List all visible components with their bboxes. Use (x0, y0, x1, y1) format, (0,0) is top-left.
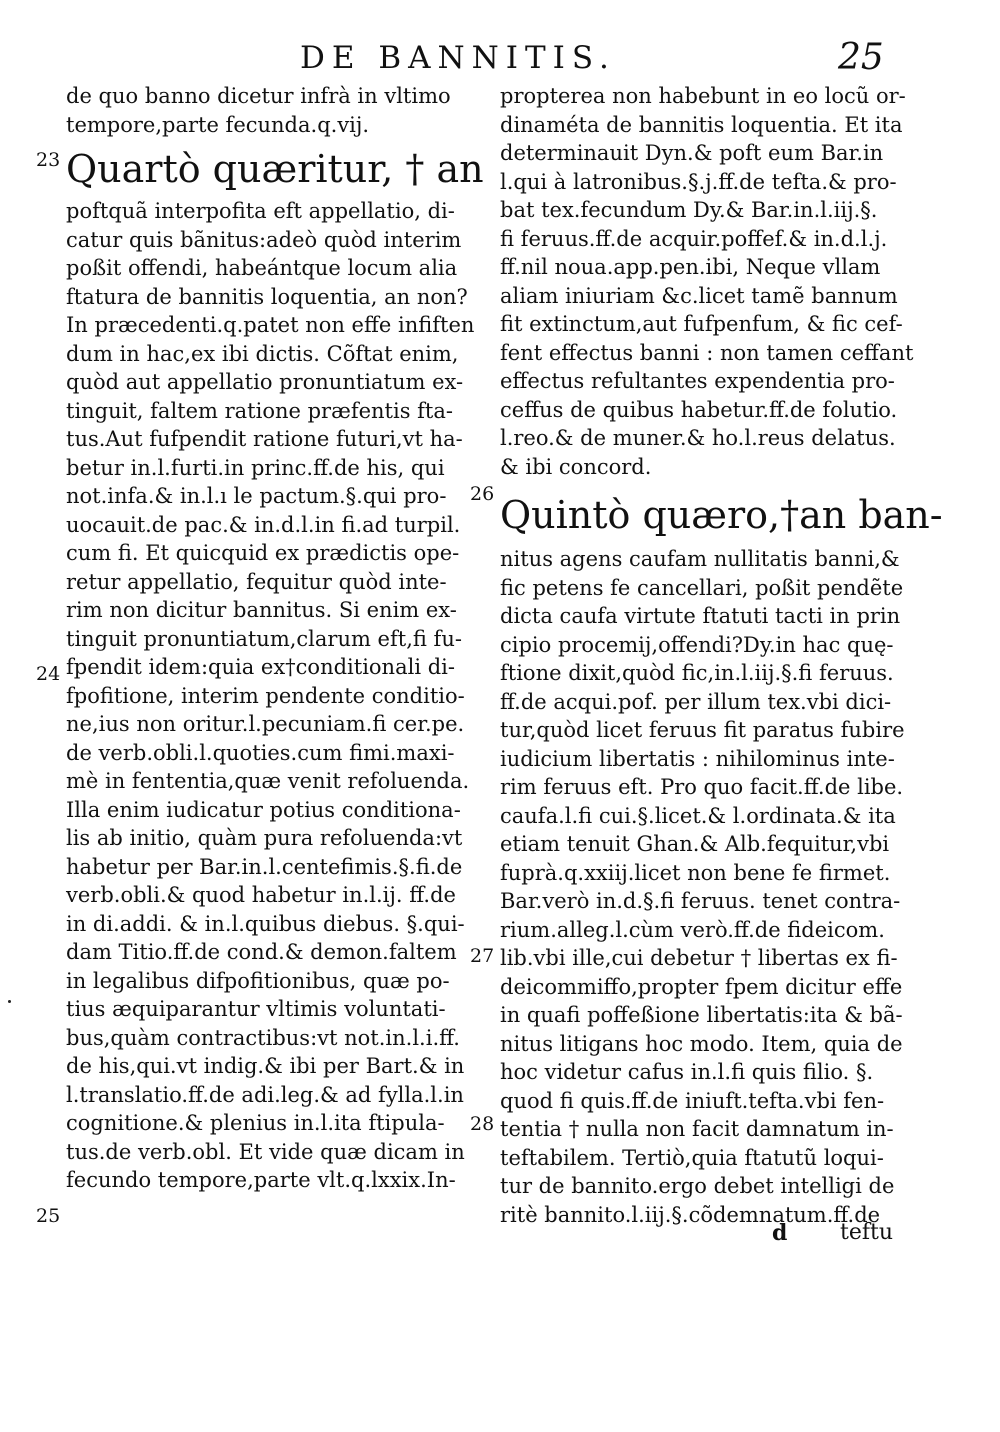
text-line: cognitione.& plenius in.l.ita ftipula- (66, 1111, 445, 1135)
text-line: nitus agens caufam nullitatis banni,& (500, 547, 900, 571)
text-line: fit extinctum,aut fufpenfum, & fic cef- (500, 312, 903, 336)
text-line: ritè bannito.l.iij.§.cõdemnatum.ff.de (500, 1202, 881, 1227)
text-line: fpofitione, interim pendente conditio- (66, 683, 465, 708)
text-line: uocauit.de pac.& in.d.l.in fi.ad turpil. (66, 512, 461, 537)
text-line: fent effectus banni : non tamen ceffant (500, 340, 914, 365)
text-line: tus.de verb.obl. Et vide quæ dicam in (66, 1139, 465, 1164)
text-line: bat tex.fecundum Dy.& Bar.in.l.iij.§. (500, 198, 878, 222)
text-line: ff.de acqui.pof. per illum tex.vbi dici- (500, 689, 892, 714)
text-line: dicta caufa virtute ftatuti tacti in prin (500, 604, 901, 628)
margin-number-23: 23 (36, 149, 61, 171)
text-line: poftquã interpofita eft appellatio, di- (66, 199, 455, 223)
text-line: bus,quàm contractibus:vt not.in.l.i.ff. (66, 1025, 460, 1050)
text-line: de quo banno dicetur infrà in vltimo (66, 84, 451, 108)
text-line: catur quis bãnitus:adeò quòd interim (66, 227, 462, 252)
text-line: rim feruus eft. Pro quo facit.ff.de libe. (500, 775, 904, 799)
text-line: ftione dixit,quòd fic,in.l.iij.§.fi feruus. (500, 661, 894, 685)
text-line: ftatura de bannitis loquentia, an non? (66, 284, 468, 309)
text-line: habetur per Bar.in.l.centefimis.§.fi.de (66, 854, 463, 879)
text-line: mè in fententia,quæ venit refoluenda. (66, 769, 470, 793)
margin-number-24: 24 (36, 663, 61, 685)
text-line: cipio procemij,offendi?Dy.in hac quę- (500, 632, 894, 657)
text-line: iudicium libertatis : nihilominus inte- (500, 746, 895, 771)
text-line: Bar.verò in.d.§.fi feruus. tenet contra- (500, 889, 901, 913)
text-line: de his,qui.vt indig.& ibi per Bart.& in (66, 1054, 465, 1078)
text-line: tinguit, faltem ratione præfentis fta- (66, 398, 453, 423)
text-line: ne,ius non oritur.l.pecuniam.fi cer.pe. (66, 712, 465, 736)
text-line: Illa enim iudicatur potius conditiona- (66, 797, 461, 822)
text-line: tur de bannito.ergo debet intelligi de (500, 1174, 895, 1198)
text-line: dum in hac,ex ibi dictis. Cõftat enim, (66, 341, 459, 366)
text-line: tur,quòd licet feruus fit paratus fubire (500, 718, 905, 742)
text-line: tius æquiparantur vltimis voluntati- (66, 997, 446, 1021)
text-line: determinauit Dyn.& poft eum Bar.in (500, 141, 884, 165)
text-line: effectus refultantes expendentia pro- (500, 369, 895, 393)
signature-mark: d (772, 1220, 788, 1246)
text-line: de verb.obli.l.quoties.cum fimi.maxi- (66, 740, 455, 765)
text-line: fecundo tempore,parte vlt.q.lxxix.In- (66, 1168, 456, 1192)
page-number: 25 (838, 37, 884, 78)
text-line: In præcedenti.q.patet non effe infiften (66, 313, 475, 337)
text-line: nitus litigans hoc modo. Item, quia de (500, 1031, 903, 1056)
ink-speck (8, 1000, 11, 1003)
margin-number-28: 28 (470, 1113, 495, 1135)
text-line: ceffus de quibus habetur.ff.de folutio. (500, 397, 898, 422)
text-line: betur in.l.furti.in princ.ff.de his, qui (66, 455, 445, 480)
text-line: tempore,parte fecunda.q.vij. (66, 112, 370, 137)
text-line: dinaméta de bannitis loquentia. Et ita (500, 112, 903, 137)
section-heading-quinto: Quintò quæro,†an ban- (500, 493, 943, 537)
text-line: verb.obli.& quod habetur in.l.ij. ff.de (66, 883, 456, 907)
margin-number-27: 27 (470, 945, 495, 967)
margin-number-25: 25 (36, 1205, 61, 1227)
running-title: DE BANNITIS. (300, 40, 616, 76)
text-line: deicommiffo,propter fpem dicitur effe (500, 974, 903, 999)
page-header (0, 38, 1000, 78)
text-line: lib.vbi ille,cui debetur † libertas ex fi- (500, 946, 898, 970)
text-line: l.reo.& de muner.& ho.l.reus delatus. (500, 426, 896, 450)
text-line: quòd aut appellatio pronuntiatum ex- (66, 370, 464, 394)
text-line: hoc videtur cafus in.l.fi quis filio. §. (500, 1060, 874, 1084)
text-line: rium.alleg.l.cùm verò.ff.de fideicom. (500, 917, 885, 942)
text-line: retur appellatio, fequitur quòd inte- (66, 569, 447, 594)
text-line: l.translatio.ff.de adi.leg.& ad fylla.l.in (66, 1082, 464, 1107)
right-column (500, 82, 943, 1229)
text-line: fuprà.q.xxiij.licet non bene fe firmet. (500, 860, 891, 885)
text-line: not.infa.& in.l.ı le pactum.§.qui pro- (66, 484, 447, 508)
text-line: etiam tenuit Ghan.& Alb.fequitur,vbi (500, 832, 890, 856)
text-line: fpendit idem:quia ex†conditionali di- (66, 655, 455, 679)
catchword: teftu (840, 1220, 894, 1245)
text-line: tinguit pronuntiatum,clarum eft,fi fu- (66, 626, 462, 651)
text-line: caufa.l.fi cui.§.licet.& l.ordinata.& ita (500, 803, 896, 828)
text-line: dam Titio.ff.de cond.& demon.faltem (66, 940, 457, 964)
text-line: fi feruus.ff.de acquir.poffef.& in.d.l.j. (500, 226, 888, 251)
text-line: tentia † nulla non facit damnatum in- (500, 1117, 894, 1141)
text-line: aliam iniuriam &c.licet tamẽ bannum (500, 283, 898, 308)
text-line: cum fi. Et quicquid ex prædictis ope- (66, 541, 460, 565)
text-line: rim non dicitur bannitus. Si enim ex- (66, 598, 457, 622)
text-line: teftabilem. Tertiò,quia ftatutũ loqui- (500, 1145, 884, 1170)
section-heading-quarto: Quartò quæritur, † an (66, 147, 484, 191)
text-line: in quafi poffeßione libertatis:ita & bã- (500, 1003, 903, 1027)
text-line: fic petens fe cancellari, poßit pendẽte (500, 575, 904, 600)
margin-number-26: 26 (470, 483, 495, 505)
text-line: quod fi quis.ff.de iniuft.tefta.vbi fen- (500, 1088, 885, 1113)
text-line: in di.addi. & in.l.quibus diebus. §.qui- (66, 911, 465, 936)
text-line: l.qui à latronibus.§.j.ff.de tefta.& pro- (500, 169, 897, 194)
text-line: & ibi concord. (500, 454, 652, 479)
text-line: propterea non habebunt in eo locũ or- (500, 84, 906, 108)
text-line: in legalibus difpofitionibus, quæ po- (66, 968, 450, 993)
text-line: tus.Aut fufpendit ratione futuri,vt ha- (66, 427, 463, 451)
text-line: poßit offendi, habeántque locum alia (66, 256, 458, 280)
text-line: ff.nil noua.app.pen.ibi, Neque vllam (500, 255, 881, 279)
text-line: lis ab initio, quàm pura refoluenda:vt (66, 826, 463, 850)
